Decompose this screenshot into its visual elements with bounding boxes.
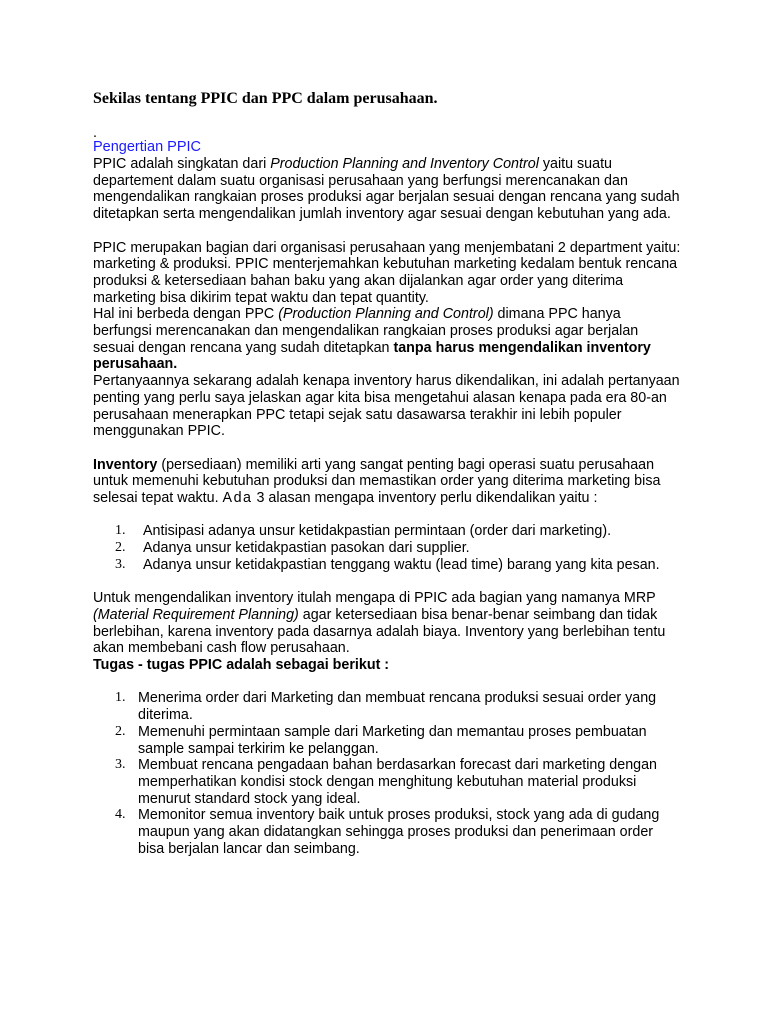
paragraph-bridge: PPIC merupakan bagian dari organisasi perusahaan yang menjembatani 2 department yaitu: marketing & produksi. PPIC menterjemahkan kebutuhan marketing kedalam bentuk rencana produksi & ketersediaan bahan baku yang akan dijalankan agar order yang diterima marketing bisa dikirim tepat waktu dan tepat quantity. [93,239,681,306]
paragraph-question: Pertanyaannya sekarang adalah kenapa inventory harus dikendalikan, ini adalah pertanyaan penting yang perlu saya jelaskan agar kita bisa mengetahui alasan kenapa pada era 80-an perusahaan menerapkan PPC tetapi sejak satu dasawarsa terakhir ini lebih populer menggunakan PPIC. [93,373,680,440]
tasks-heading: Tugas - tugas PPIC adalah sebagai berikut : [93,657,390,674]
section-heading-pengertian: Pengertian PPIC [93,139,202,155]
reasons-list [93,523,683,573]
stray-dot: . [93,125,97,141]
list-item: 3. Adanya unsur ketidakpastian tenggang waktu (lead time) barang yang kita pesan. [115,556,660,573]
document-title: Sekilas tentang PPIC dan PPC dalam perusahaan. [93,90,438,107]
list-item: 3. Membuat rencana pengadaan bahan berdasarkan forecast dari marketing dengan memperhatikan kondisi stock dengan menghitung kebutuhan material produksi menurut standard stock yang ideal. [115,757,658,807]
paragraph-definition: PPIC adalah singkatan dari Production Planning and Inventory Control yaitu suatu departement dalam suatu organisasi perusahaan yang berfungsi merencanakan dan mengendalikan rangkaian proses produksi agar berjalan sesuai dengan rencana yang sudah ditetapkan serta mengendalikan jumlah inventory agar sesuai dengan kebutuhan yang ada. [93,156,680,223]
tasks-list [93,690,683,857]
paragraph-ppc-difference: Hal ini berbeda dengan PPC (Production Planning and Control) dimana PPC hanya berfungsi merencanakan dan mengendalikan rangkaian proses produksi agar berjalan sesuai dengan rencana yang sudah ditetapkan tanpa harus mengendalikan inventory perusahaan. [93,306,651,373]
paragraph-mrp: Untuk mengendalikan inventory itulah mengapa di PPIC ada bagian yang namanya MRP (Material Requirement Planning) agar ketersediaan bisa benar-benar seimbang dan tidak berlebihan, karena inventory pada dasarnya adalah biaya. Inventory yang berlebihan tentu akan membebani cash flow perusahaan. [93,590,666,657]
list-item: 4. Memonitor semua inventory baik untuk proses produksi, stock yang ada di gudang maupun yang akan didatangkan sehingga proses produksi dan penerimaan order bisa berjalan lancar dan seimbang. [115,807,660,857]
document-body [93,89,683,857]
paragraph-inventory: Inventory (persediaan) memiliki arti yang sangat penting bagi operasi suatu perusahaan untuk memenuhi kebutuhan produksi dan memastikan order yang diterima marketing bisa selesai tepat waktu. Ada 3 alasan mengapa inventory perlu dikendalikan yaitu : [93,456,661,507]
list-item: 1. Menerima order dari Marketing dan membuat rencana produksi sesuai order yang diterima. [115,690,657,724]
list-item: 1. Antisipasi adanya unsur ketidakpastian permintaan (order dari marketing). [115,523,612,540]
list-item: 2. Adanya unsur ketidakpastian pasokan dari supplier. [115,540,470,557]
list-item: 2. Memenuhi permintaan sample dari Marketing dan memantau proses pembuatan sample sampai terkirim ke pelanggan. [115,723,647,757]
